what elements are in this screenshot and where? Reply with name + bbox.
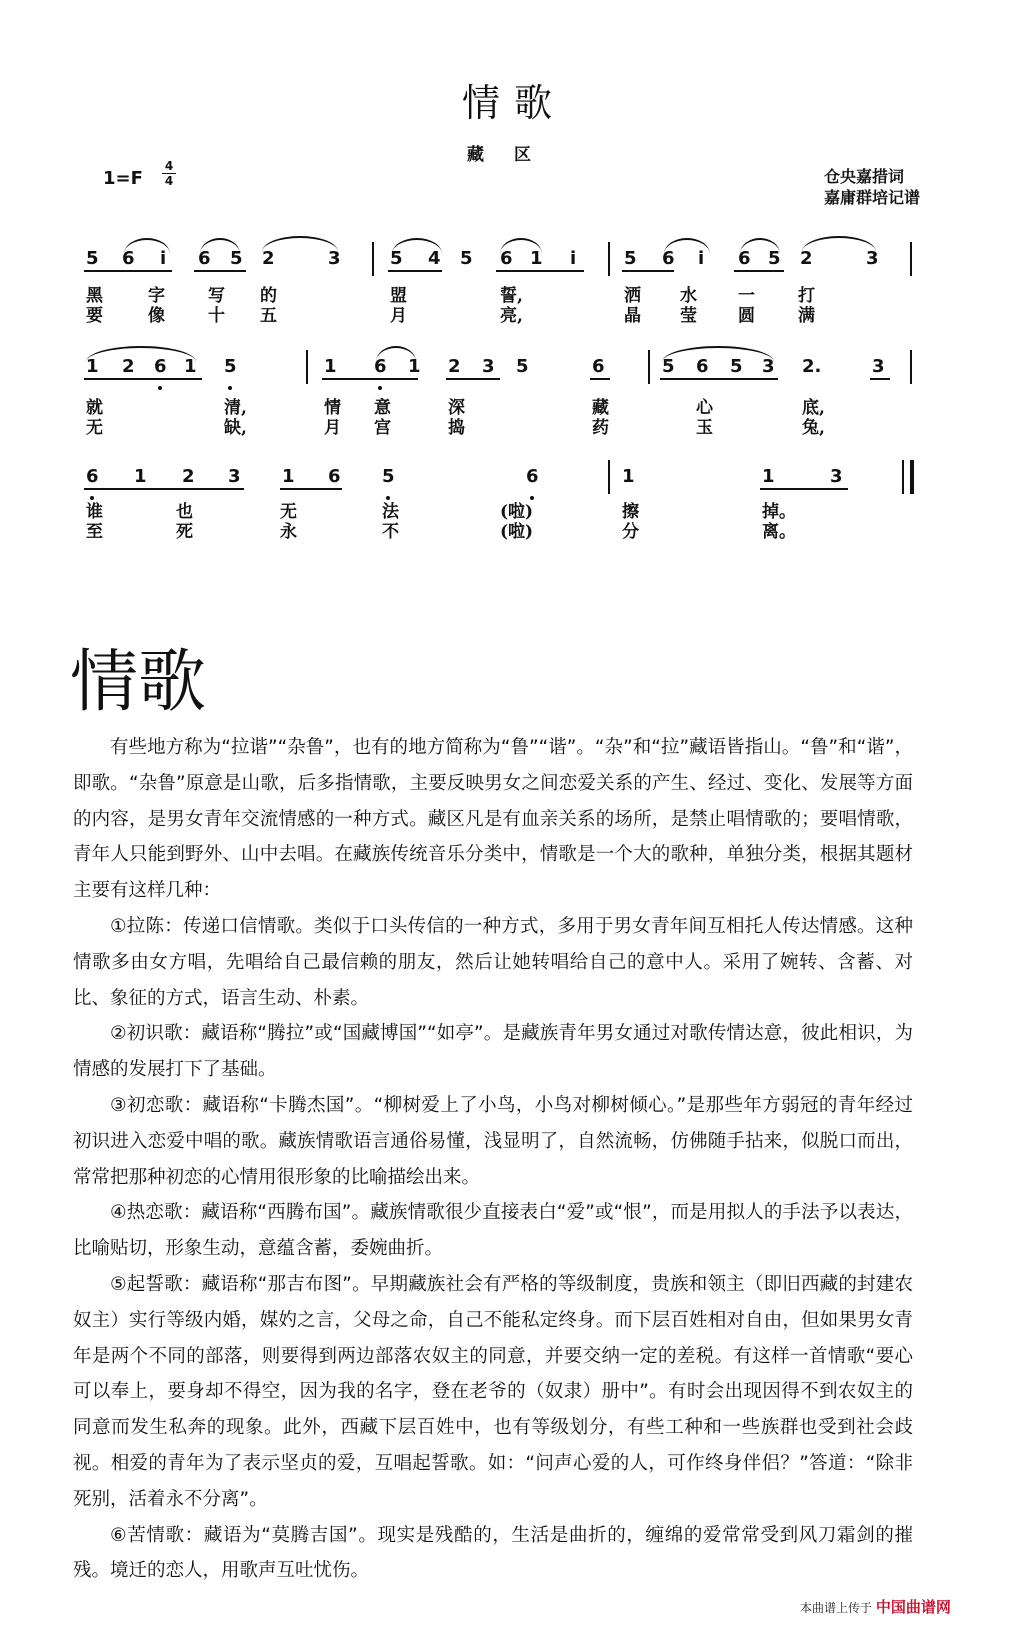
note: 5	[516, 356, 529, 377]
note: 6	[122, 248, 135, 269]
essay-body	[73, 730, 913, 1589]
footer-text: 本曲谱上传于	[800, 1601, 873, 1615]
credits	[824, 166, 920, 208]
note: 5	[730, 356, 743, 377]
note: 4	[428, 248, 441, 269]
essay-title: 情歌	[70, 643, 207, 722]
note: 5	[662, 356, 675, 377]
note: 6	[662, 248, 675, 269]
lyric: 情	[324, 398, 341, 418]
lyric: 分	[622, 522, 639, 542]
lyric: 满	[798, 306, 815, 326]
note: 5	[86, 248, 99, 269]
lyric: 缺,	[224, 418, 247, 438]
lyric: 意	[374, 398, 391, 418]
note: 1	[622, 466, 635, 487]
footer-watermark	[800, 1596, 951, 1617]
lyricist: 仓央嘉措词	[823, 167, 904, 186]
lyric: 玉	[696, 418, 713, 438]
note: i	[698, 248, 705, 269]
lyric: 心	[696, 398, 713, 418]
note: 1	[184, 356, 197, 377]
lyric: 清,	[224, 398, 247, 418]
lyric: 藏	[592, 398, 609, 418]
lyric: 深	[448, 398, 465, 418]
lyric: 字	[148, 286, 165, 306]
note: 6	[500, 248, 513, 269]
note: 3	[830, 466, 843, 487]
note: 6	[374, 356, 387, 377]
note: 6	[154, 356, 167, 377]
note: 3	[762, 356, 775, 377]
lyric: 写	[208, 286, 225, 306]
note: 5	[624, 248, 637, 269]
time-signature	[162, 160, 176, 187]
note: 2.	[802, 356, 822, 377]
note: 5	[768, 248, 781, 269]
lyric: 永	[280, 522, 297, 542]
staff-row-2	[82, 350, 922, 386]
note: 5	[390, 248, 403, 269]
lyric: (啦)	[500, 502, 534, 522]
note: i	[160, 248, 167, 269]
note: 6	[328, 466, 341, 487]
meter-bottom: 4	[164, 174, 174, 188]
lyric: 擦	[622, 502, 639, 522]
lyric: 死	[176, 522, 193, 542]
note: 3	[328, 248, 341, 269]
note: 6	[592, 356, 605, 377]
note: 2	[448, 356, 461, 377]
lyric: 洒	[624, 286, 641, 306]
lyric: 一	[738, 286, 755, 306]
note: 1	[762, 466, 775, 487]
note: 3	[482, 356, 495, 377]
score-title: 情歌	[461, 81, 566, 125]
footer-brand: 中国曲谱网	[875, 1598, 951, 1616]
essay-paragraph-sorrow: ⑥苦情歌：藏语为“莫腾吉国”。现实是残酷的，生活是曲折的，缠绵的爱常常受到风刀霜剑的摧残。境迁的恋人，用歌声互吐忧伤。	[73, 1524, 913, 1582]
lyric: 圆	[738, 306, 755, 326]
lyric: 月	[390, 306, 407, 326]
note: 5	[224, 356, 237, 377]
lyric: 掉。	[762, 502, 796, 522]
lyric: 像	[148, 306, 165, 326]
staff-row-3	[82, 460, 922, 496]
note: i	[570, 248, 577, 269]
transcriber: 嘉庸群培记谱	[823, 188, 920, 207]
note: 2	[800, 248, 813, 269]
note: 3	[866, 248, 879, 269]
note: 1	[408, 356, 421, 377]
lyric: 水	[680, 286, 697, 306]
lyric: 晶	[624, 306, 641, 326]
note: 3	[228, 466, 241, 487]
lyric: 离。	[762, 522, 796, 542]
note: 5	[230, 248, 243, 269]
note: 2	[182, 466, 195, 487]
essay-paragraph-oath: ⑤起誓歌：藏语称“那吉布图”。早期藏族社会有严格的等级制度，贵族和领主（即旧西藏的封建农奴主）实行等级内婚，媒妁之言，父母之命，自己不能私定终身。而下层百姓相对自由，但如果男女青年是两个不同的部落，则要得到两边部落农奴主的同意，并要交纳一定的差税。有这样一首情歌“要心可以奉上，要身却不得空，因为我的名字，登在老爷的（奴隶）册中”。有时会出现因得不到农奴主的同意而发生私奔的现象。此外，西藏下层百姓中，也有等级划分，有些工种和一些族群也受到社会歧视。相爱的青年为了表示坚贞的爱，互唱起誓歌。如：“问声心爱的人，可作终身伴侣？”答道：“除非死别，活着永不分离”。	[73, 1273, 913, 1510]
lyric: 月	[324, 418, 341, 438]
lyric: 至	[86, 522, 103, 542]
lyric: 亮,	[500, 306, 523, 326]
score-region: 藏区	[467, 145, 561, 165]
lyric: 五	[260, 306, 277, 326]
essay-paragraph-passion: ④热恋歌：藏语称“西腾布国”。藏族情歌很少直接表白“爱”或“恨”，而是用拟人的手法予以表达，比喻贴切，形象生动，意蕴含蓄，委婉曲折。	[73, 1202, 913, 1260]
note: 6	[86, 466, 99, 487]
note: 2	[262, 248, 275, 269]
lyric: 兔,	[802, 418, 825, 438]
essay-paragraph-first-love: ③初恋歌：藏语称“卡腾杰国”。“柳树爱上了小鸟，小鸟对柳树倾心。”是那些年方弱冠的青年经过初识进入恋爱中唱的歌。藏族情歌语言通俗易懂，浅显明了，自然流畅，仿佛随手拈来，似脱口而出，常常把那种初恋的心情用很形象的比喻描绘出来。	[73, 1094, 913, 1188]
note: 1	[134, 466, 147, 487]
lyric: 打	[798, 286, 815, 306]
note: 5	[460, 248, 473, 269]
lyric: 就	[86, 398, 103, 418]
essay-paragraph-first-meeting: ②初识歌：藏语称“腾拉”或“国藏博国”“如亭”。是藏族青年男女通过对歌传情达意，彼此相识，为情感的发展打下了基础。	[73, 1023, 913, 1081]
essay-paragraph-intro: 有些地方称为“拉谐”“杂鲁”，也有的地方简称为“鲁”“谐”。“杂”和“拉”藏语皆指山。“鲁”和“谐”，即歌。“杂鲁”原意是山歌，后多指情歌，主要反映男女之间恋爱关系的产生、经过、变化、发展等方面的内容，是男女青年交流情感的一种方式。藏区凡是有血亲关系的场所，是禁止唱情歌的；要唱情歌，青年人只能到野外、山中去唱。在藏族传统音乐分类中，情歌是一个大的歌种，单独分类，根据其题材主要有这样几种：	[73, 737, 913, 902]
lyric: 法	[382, 502, 399, 522]
staff-row-1	[82, 242, 922, 278]
lyric: 黑	[86, 286, 103, 306]
note: 1	[530, 248, 543, 269]
note: 1	[282, 466, 295, 487]
note: 1	[324, 356, 337, 377]
meter-top: 4	[164, 159, 174, 173]
lyric: 药	[592, 418, 609, 438]
lyric: 的	[260, 286, 277, 306]
key-signature: 1=F	[103, 168, 143, 189]
note: 5	[382, 466, 395, 487]
note: 6	[738, 248, 751, 269]
lyric: 莹	[680, 306, 697, 326]
lyric: 十	[208, 306, 225, 326]
note: 3	[872, 356, 885, 377]
lyric: 宫	[374, 418, 391, 438]
lyric: 也	[176, 502, 193, 522]
note: 2	[122, 356, 135, 377]
note: 6	[198, 248, 211, 269]
lyric: 要	[86, 306, 103, 326]
lyric: 盟	[390, 286, 407, 306]
lyric: 誓,	[500, 286, 523, 306]
lyric: 谁	[86, 502, 103, 522]
note: 6	[696, 356, 709, 377]
lyric: 无	[280, 502, 297, 522]
note: 6	[526, 466, 539, 487]
lyric: 无	[86, 418, 103, 438]
essay-paragraph-lachen: ①拉陈：传递口信情歌。类似于口头传信的一种方式，多用于男女青年间互相托人传达情感。这种情歌多由女方唱，先唱给自己最信赖的朋友，然后让她转唱给自己的意中人。采用了婉转、含蓄、对比、象征的方式，语言生动、朴素。	[73, 915, 913, 1009]
lyric: (啦)	[500, 522, 534, 542]
lyric: 不	[382, 522, 399, 542]
note: 1	[86, 356, 99, 377]
lyric: 底,	[802, 398, 825, 418]
lyric: 捣	[448, 418, 465, 438]
